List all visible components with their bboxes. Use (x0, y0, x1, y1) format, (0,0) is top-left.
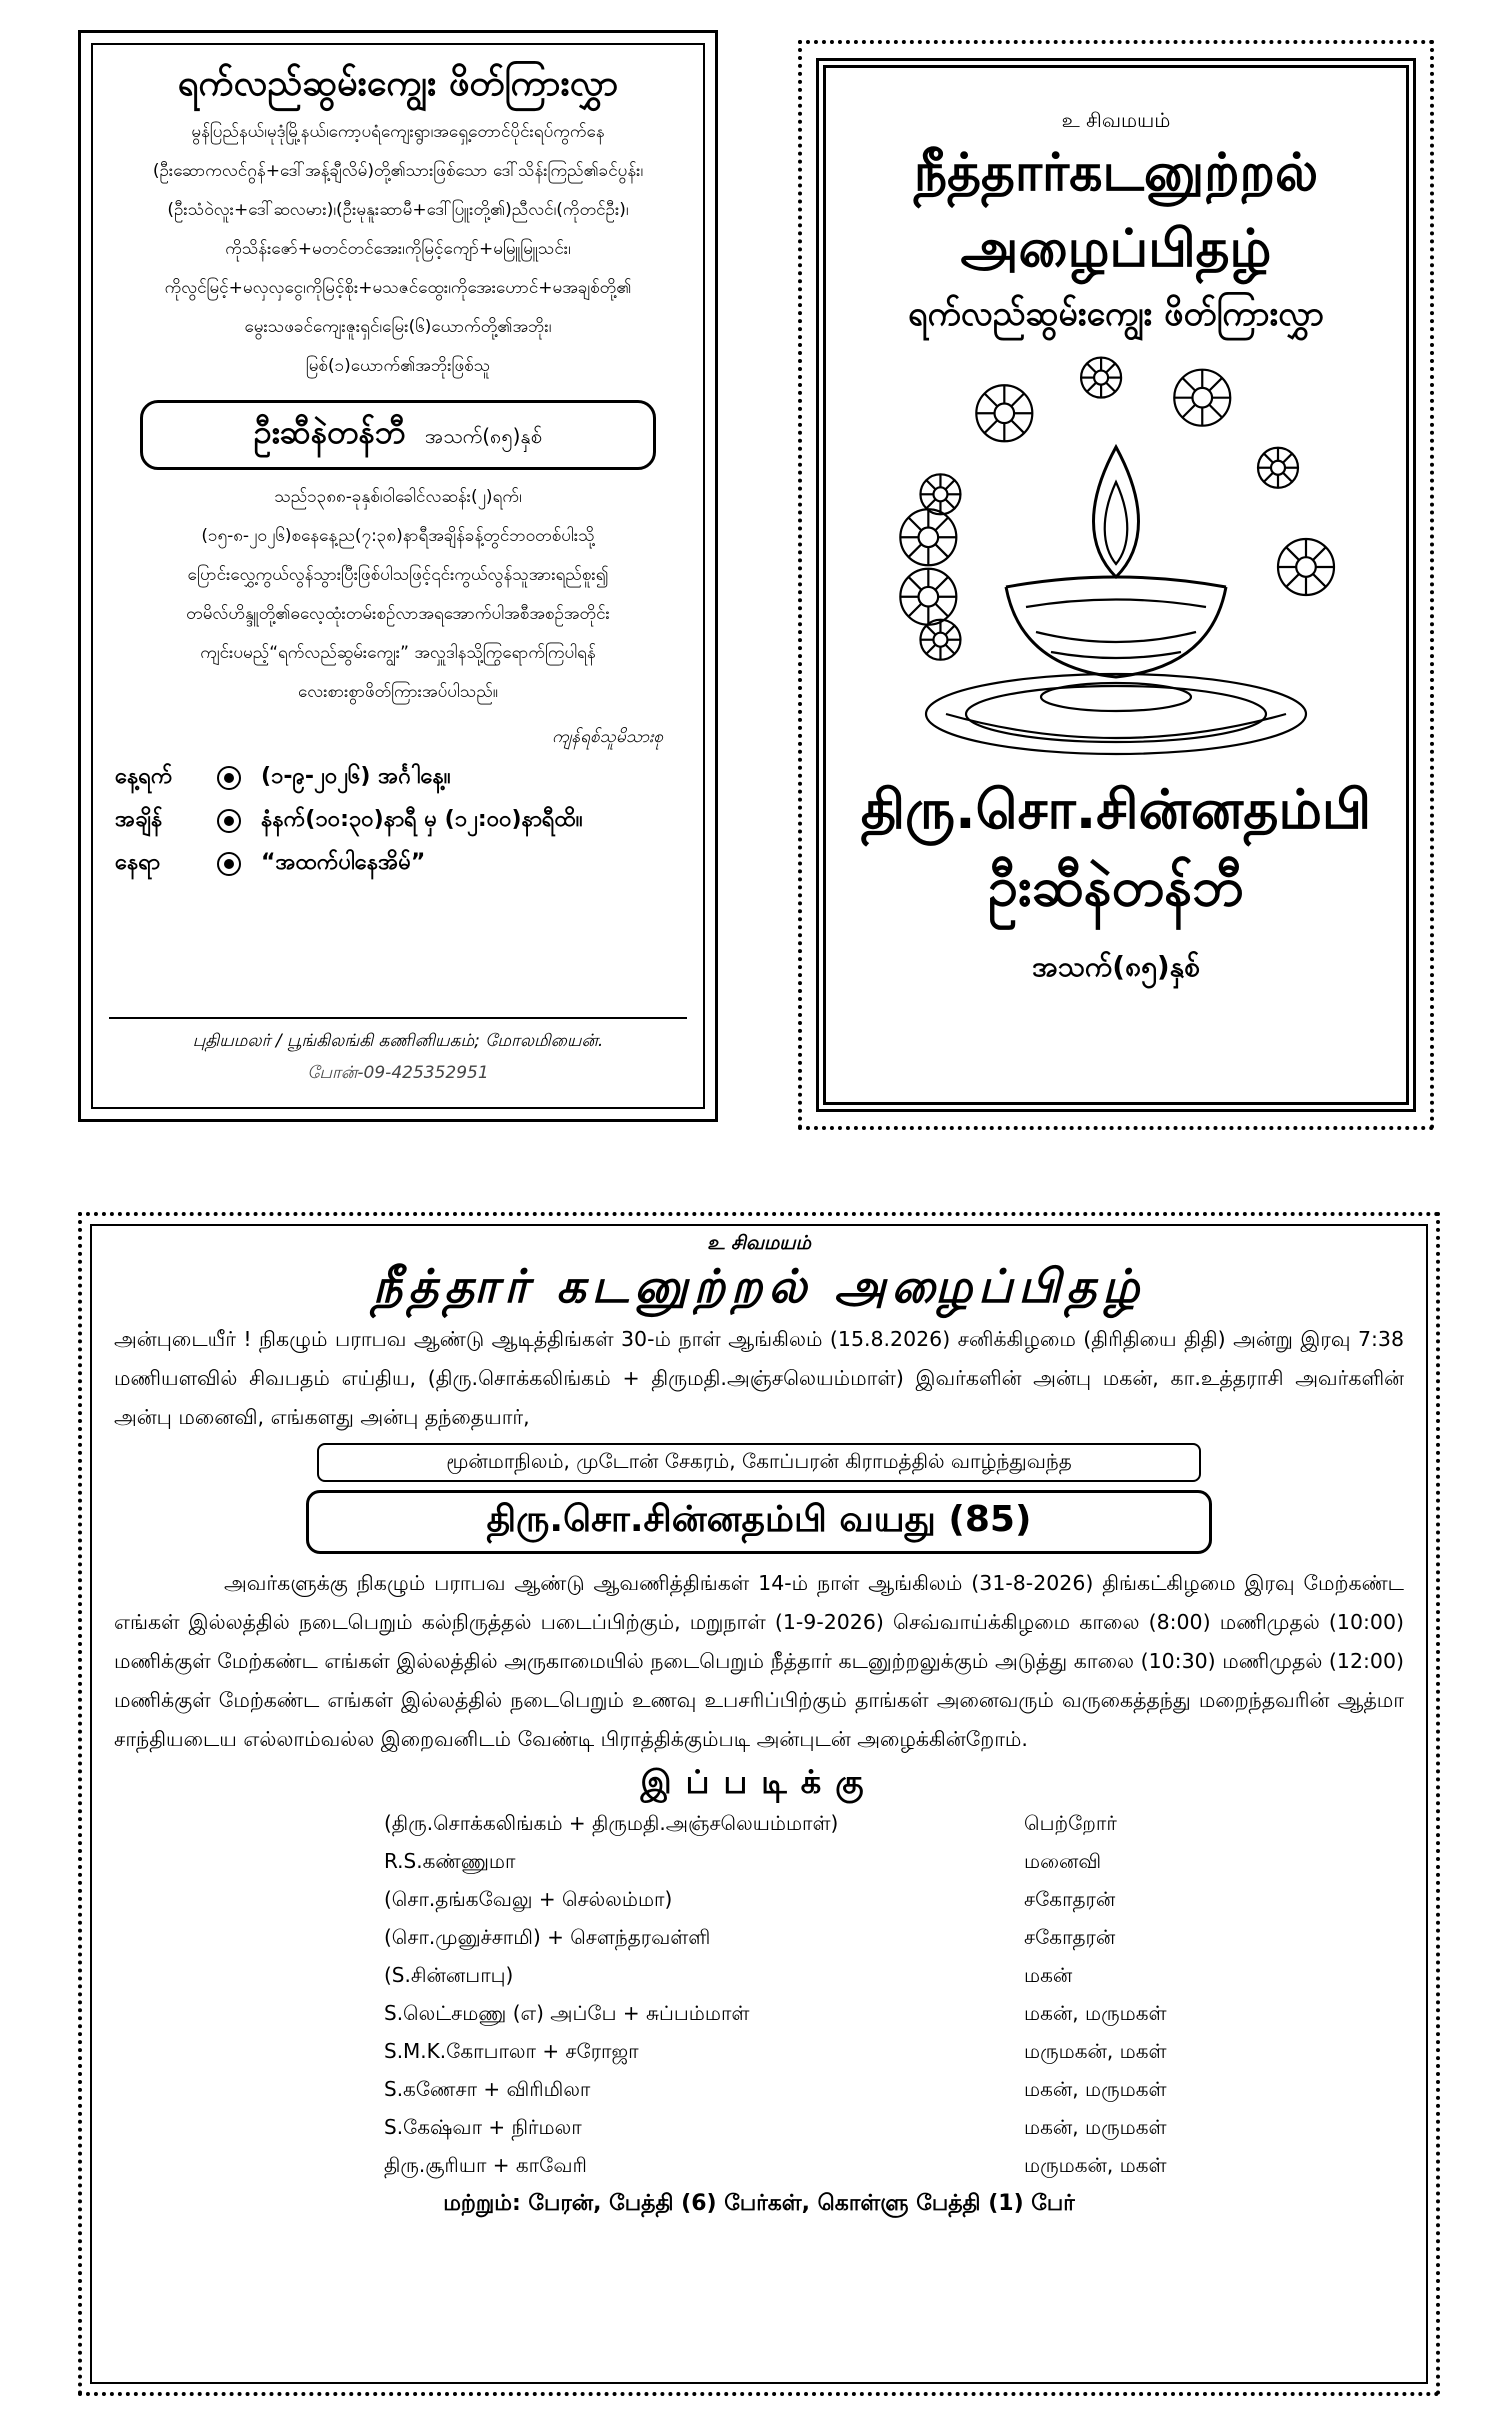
myanmar-card-inner-border (91, 43, 705, 1109)
myanmar-invitation-card (78, 30, 718, 1122)
tamil-invitation-card (78, 1212, 1440, 2396)
myanmar-body-line: သည်၁၃၈၈-ခုနှစ်၊ဝါခေါင်လဆန်း(၂)ရက်၊ (274, 487, 522, 507)
bullet-circle-icon (217, 766, 241, 790)
relative-row (384, 1919, 1167, 1957)
flame-icon (1094, 447, 1139, 577)
schedule-row (115, 761, 681, 794)
myanmar-intro-line: ကိုလွင်မြင့်+မလှလှငွေ၊ကိုမြင့်စိုး+မသဇင်ထွေး၊ကိုအေးဟောင်+မအချစ်တို့၏ (164, 278, 632, 298)
relative-row (384, 1805, 1167, 1843)
relative-name: (சொ.தங்கவேலு + செல்லம்மா) (384, 1886, 673, 1911)
myanmar-intro-line: မွန်ပြည်နယ်၊မုဒုံမြို့နယ်၊ကော့ပရံကျေးရွာ၊အရှေ့တောင်ပိုင်းရပ်ကွက်နေ (191, 122, 605, 142)
tamil-grandchildren-line: மற்றும்: பேரன், பேத்தி (6) பேர்கள், கொள்ளு பேத்தி (1) பேர் (443, 2191, 1075, 2216)
oil-lamp-icon (886, 352, 1346, 772)
tamil-card-frame (90, 1224, 1428, 2384)
myanmar-intro-line: မြစ်(၁)ယောက်၏အဘိုးဖြစ်သူ (305, 356, 491, 376)
cover-name-myanmar: ဦးဆီနဲတန်ဘီ (987, 855, 1245, 918)
relative-row (384, 1843, 1167, 1881)
tamil-village-line: மூன்மாநிலம், முடோன் சேகரம், கோப்பரன் கிராமத்தில் வாழ்ந்துவந்த (317, 1443, 1201, 1482)
cover-double-frame (816, 58, 1416, 1112)
relative-row (384, 1995, 1167, 2033)
relative-relation: சகோதரன் (1024, 1886, 1116, 1911)
myanmar-card-title: ရက်လည်ဆွမ်းကျွေး ဖိတ်ကြားလွှာ (177, 63, 619, 104)
bullet-circle-icon (217, 809, 241, 833)
tamil-sivamayam: உ சிவமயம் (707, 1232, 811, 1254)
tamil-paragraph-1: அன்புடையீர் ! நிகழும் பராபவ ஆண்டு ஆடித்திங்கள் 30-ம் நாள் ஆங்கிலம் (15.8.2026) சனிக்கிழமை (திரிதியை திதி) அன்று இரவு 7:38 மணியளவில் சிவபதம் எய்திய, (திரு.சொக்கலிங்கம் + திருமதி.அஞ்சலெயம்மாள்) இவர்களின் அன்பு மகன், கா.உத்தராசி அவர்களின் அன்பு மனைவி, எங்களது அன்பு தந்தையார், (114, 1327, 1404, 1429)
myanmar-body-line: တမိလ်ဟိန္ဒူတို့၏ဓလေ့ထုံးတမ်းစဉ်လာအရအောက်ပါအစီအစဉ်အတိုင်း (186, 604, 610, 624)
myanmar-deceased-age: အသက်(၈၅)နှစ် (424, 424, 543, 448)
relative-row (384, 1957, 1167, 1995)
schedule-value: “အထက်ပါနေအိမ်” (261, 850, 426, 875)
relatives-table (384, 1805, 1167, 2185)
myanmar-body-line: လေးစားစွာဖိတ်ကြားအပ်ပါသည်။ (298, 682, 498, 702)
relative-relation: மகன், மருமகள் (1024, 2076, 1167, 2101)
myanmar-body-line: (၁၅-၈-၂၀၂၆)စနေနေ့ည(၇:၃၈)နာရီအချိန်ခန့်တွင်ဘဝတစ်ပါးသို့ (201, 526, 595, 546)
schedule-key: နေ့ရက် (115, 764, 173, 789)
relative-name: (S.சின்னபாபு) (384, 1962, 514, 1987)
printer-footer-line: புதியமலர் / பூங்கிலங்கி கணினியகம்; மோலமியைன். (192, 1031, 604, 1051)
cover-age-myanmar: အသက်(၈၅)နှစ် (1032, 950, 1200, 983)
relative-row (384, 1881, 1167, 1919)
schedule-value: နံနက်(၁၀:၃၀)နာရီ မှ (၁၂:၀၀)နာရီထိ။ (261, 807, 583, 832)
myanmar-intro-line: (ဦးဆောကလင်ဂွန်+ဒေါ်အန့်ချီလိမ်)တို့၏သားဖြစ်သော ဒေါ်သိန်းကြည်၏ခင်ပွန်း၊ (152, 161, 644, 181)
relative-name: S.லெட்சமணு (எ) அப்பே + சுப்பம்மாள் (384, 2000, 750, 2025)
schedule-key: အချိန် (115, 807, 163, 832)
myanmar-deceased-name: ဦးဆီနဲတန်ဘီ (253, 413, 406, 451)
relative-relation: மகன், மருமகள் (1024, 2000, 1167, 2025)
myanmar-intro-line: မွေးသဖခင်ကျေးဇူးရှင်၊မြေး(၆)ယောက်တို့၏အဘိုး၊ (244, 317, 552, 337)
relative-name: S.M.K.கோபாலா + சரோஜா (384, 2038, 639, 2063)
myanmar-intro-line: ကိုသိန်းဇော်+မတင်တင်အေး၊ကိုမြင့်ကျော်+မမြူမြူသင်း၊ (225, 239, 571, 259)
myanmar-signature: ကျန်ရစ်သူမိသားစု (552, 727, 663, 747)
cover-title-line2: அழைப்பிதழ் (960, 219, 1272, 279)
relative-name: திரு.சூரியா + காவேரி (384, 2152, 587, 2177)
tamil-paragraph-2: அவர்களுக்கு நிகழும் பராபவ ஆண்டு ஆவணித்திங்கள் 14-ம் நாள் ஆங்கிலம் (31-8-2026) திங்கட்கிழமை இரவு மேற்கண்ட எங்கள் இல்லத்தில் நடைபெறும் கல்நிருத்தல் படைப்பிற்கும், மறுநாள் (1-9-2026) செவ்வாய்க்கிழமை காலை (8:00) மணிமுதல் (10:00) மணிக்குள் மேற்கண்ட எங்கள் இல்லத்தில் அருகாமையில் நடைபெறும் நீத்தார் கடனுற்றலுக்கும் அடுத்து காலை (10:30) மணிமுதல் (12:00) மணிக்குள் மேற்கண்ட எங்கள் இல்லத்தில் நடைபெறும் உணவு உபசரிப்பிற்கும் தாங்கள் அனைவரும் வருகைத்தந்து மறைந்தவரின் ஆத்மா சாந்தியடைய எல்லாம்வல்ல இறைவனிடம் வேண்டி பிராத்திக்கும்படி அன்புடன் அழைக்கின்றோம். (114, 1571, 1404, 1751)
relative-relation: பெற்றோர் (1024, 1810, 1117, 1835)
myanmar-body-block (93, 478, 703, 712)
relative-row (384, 2033, 1167, 2071)
tamil-ippadikku-heading: இப்படிக்கு (640, 1763, 878, 1801)
relative-relation: மருமகன், மகள் (1024, 2152, 1167, 2177)
cover-name-tamil: திரு.சொ.சின்னதம்பி (860, 778, 1372, 841)
relative-relation: மருமகன், மகள் (1024, 2038, 1167, 2063)
cover-title-myanmar: ရက်လည်ဆွမ်းကျွေး ဖိတ်ကြားလွှာ (907, 294, 1325, 334)
myanmar-schedule (93, 761, 703, 880)
printer-footer (109, 1017, 687, 1089)
relative-name: R.S.கண்ணுமா (384, 1848, 516, 1873)
myanmar-intro-line: (ဦးသံဝဲလူး+ဒေါ်ဆလမား)၊(ဦးမုနူးဆာမီ+ဒေါ်ပြူးတို့၏)ညီလင်၊(ကိုတင်ဦး)၊ (167, 200, 629, 220)
relative-row (384, 2109, 1167, 2147)
flower-wreath-icon (900, 358, 1334, 660)
relative-name: S.கேஷ்வா + நிர்மலா (384, 2114, 582, 2139)
relative-name: (திரு.சொக்கலிங்கம் + திருமதி.அஞ்சலெயம்மாள்) (384, 1810, 839, 1835)
cover-title-line1: நீத்தார்கடனுற்றல் (913, 143, 1319, 203)
myanmar-intro-block (93, 113, 703, 386)
relative-relation: சகோதரன் (1024, 1924, 1116, 1949)
relative-relation: மனைவி (1024, 1848, 1102, 1873)
bullet-circle-icon (217, 852, 241, 876)
schedule-key: နေရာ (115, 850, 161, 875)
relative-name: (சொ.முனுச்சாமி) + சௌந்தரவள்ளி (384, 1924, 711, 1949)
myanmar-body-line: ပြောင်းလွှေ့ကွယ်လွန်သွားပြီးဖြစ်ပါသဖြင့်၎င်းကွယ်လွန်သူအားရည်စူး၍ (187, 565, 609, 585)
relative-row (384, 2071, 1167, 2109)
tamil-deceased-name: திரு.சொ.சின்னதம்பி வயது (85) (306, 1490, 1212, 1554)
cover-sivamayam: உ சிவமயம் (1061, 108, 1171, 132)
myanmar-deceased-name-box (140, 400, 656, 470)
relative-relation: மகன், மருமகள் (1024, 2114, 1167, 2139)
myanmar-body-line: ကျင်းပမည့်“ရက်လည်ဆွမ်းကျွေး” အလှူဒါနသို့ကြွရောက်ကြပါရန် (200, 643, 596, 663)
schedule-value: (၁-၉-၂၀၂၆) အင်္ဂါနေ့။ (261, 764, 451, 789)
relative-relation: மகன் (1024, 1962, 1073, 1987)
schedule-row (115, 847, 681, 880)
relative-name: S.கணேசா + விரிமிலா (384, 2076, 591, 2101)
schedule-row (115, 804, 681, 837)
relative-row (384, 2147, 1167, 2185)
front-cover-card (798, 40, 1434, 1130)
printer-footer-phone: போன்-09-425352951 (307, 1063, 489, 1083)
tamil-title: நீத்தார் கடனுற்றல் அழைப்பிதழ் (372, 1259, 1146, 1313)
